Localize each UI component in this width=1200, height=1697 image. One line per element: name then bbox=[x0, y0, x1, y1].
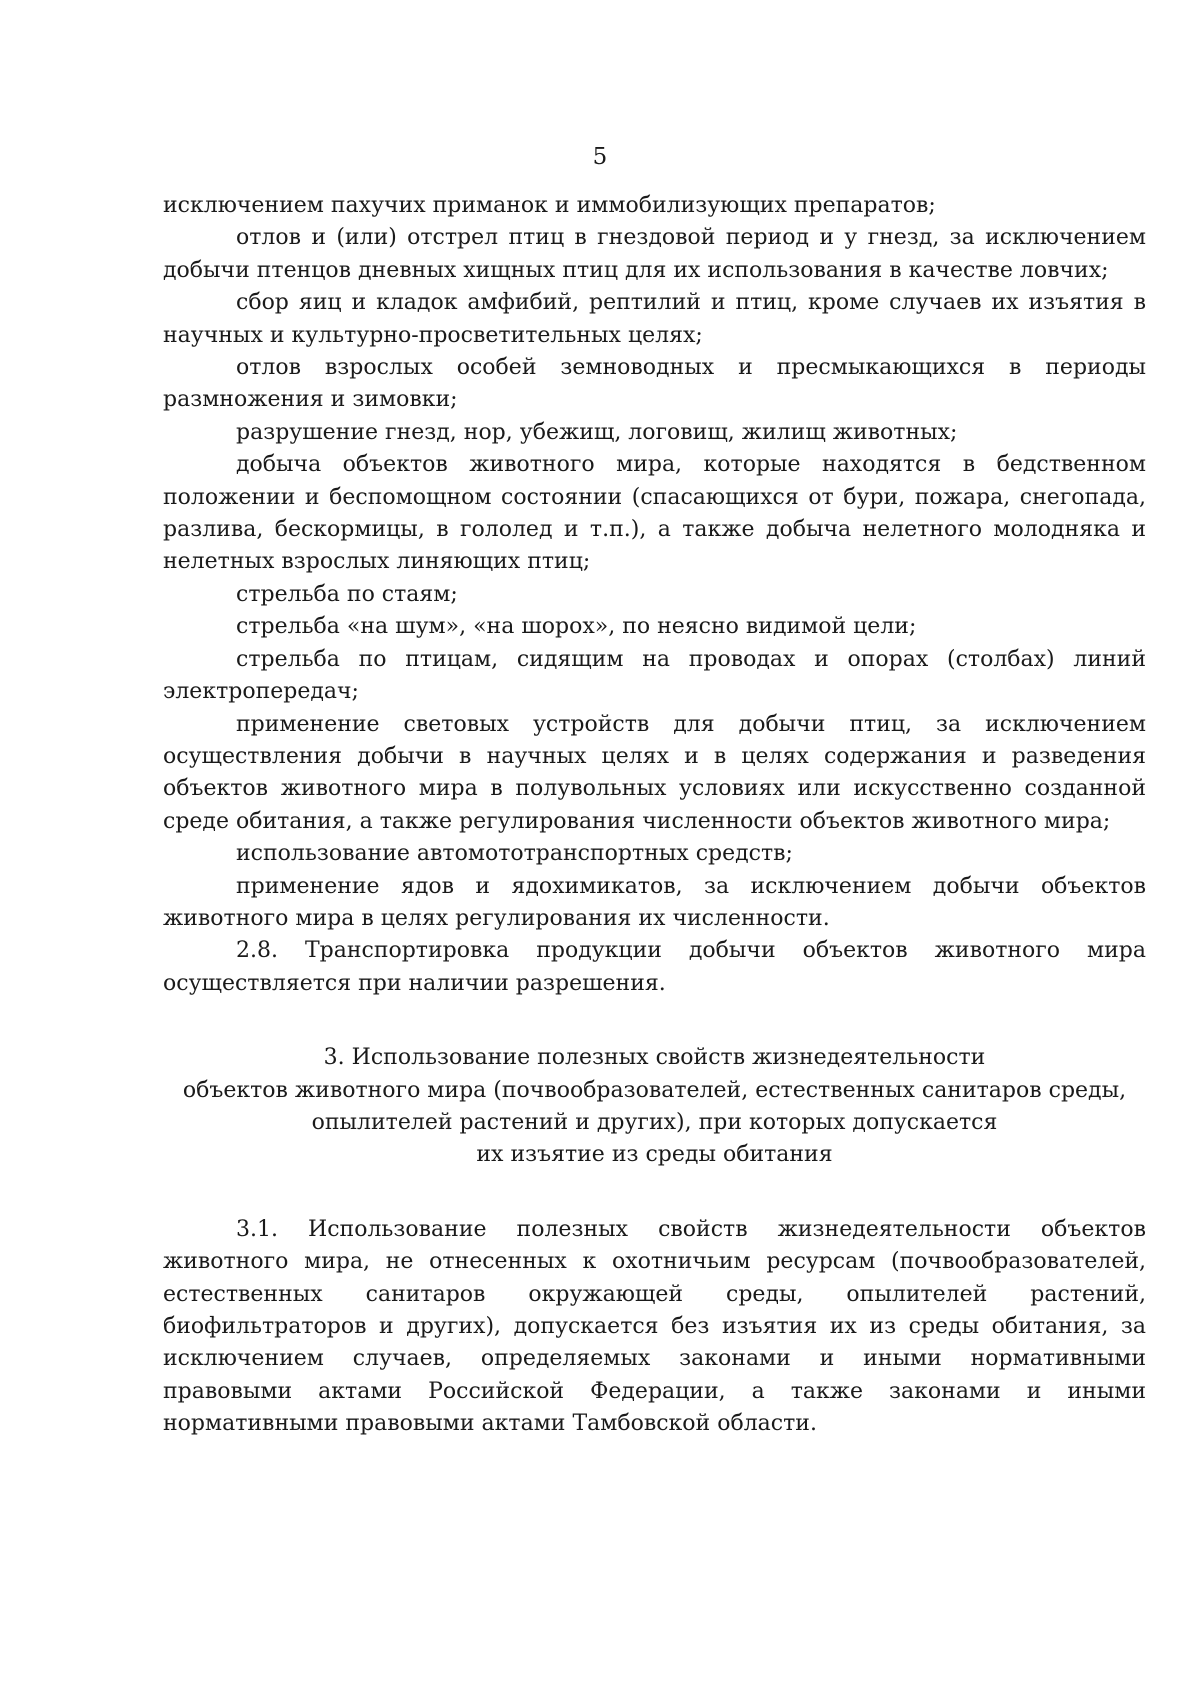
paragraph-2-8-transport: 2.8. Транспортировка продукции добычи объектов животного мира осуществляется при наличии разрешения. bbox=[163, 938, 1146, 996]
paragraph-3-1: 3.1. Использование полезных свойств жизнедеятельности объектов животного мира, не отнесенных к охотничьим ресурсам (почвообразователей, естественных санитаров окружающей среды, опылителей растений, биофильтраторов и других), допускается без изъятия их из среды обитания, за исключением случаев, определяемых законами и иными нормативными правовыми актами Российской Федерации, а также законами и иными нормативными правовыми актами Тамбовской области. bbox=[163, 1216, 1146, 1437]
paragraph-distressed-animals: добыча объектов животного мира, которые находятся в бедственном положении и беспомощном состоянии (спасающихся от бури, пожара, снегопада, разлива, бескормицы, в гололед и т.п.), а также добыча нелетного молодняка и нелетных взрослых линяющих птиц; bbox=[163, 452, 1146, 575]
paragraph-continuation: исключением пахучих приманок и иммобилизующих препаратов; bbox=[163, 193, 936, 218]
page-number: 5 bbox=[592, 144, 608, 170]
paragraph-poisons: применение ядов и ядохимикатов, за исключением добычи объектов животного мира в целях регулирования их численности. bbox=[163, 873, 1146, 931]
section-3-heading-line: объектов животного мира (почвообразователей, естественных санитаров среды, bbox=[182, 1077, 1127, 1103]
section-3-heading-line: опылителей растений и других), при которых допускается bbox=[311, 1109, 998, 1135]
paragraph-noise-shooting: стрельба «на шум», «на шорох», по неясно видимой цели; bbox=[236, 614, 917, 640]
paragraph-flock-shooting: стрельба по стаям; bbox=[236, 581, 458, 607]
paragraph-light-devices: применение световых устройств для добычи птиц, за исключением осуществления добычи в научных целях и в целях содержания и разведения объектов животного мира в полувольных условиях или искусственно созданной среде обитания, а также регулирования численности объектов животного мира; bbox=[163, 711, 1146, 834]
paragraph-nest-destruction: разрушение гнезд, нор, убежищ, логовищ, жилищ животных; bbox=[236, 419, 958, 445]
paragraph-eggs-collection: сбор яиц и кладок амфибий, рептилий и птиц, кроме случаев их изъятия в научных и культурно-просветительных целях; bbox=[163, 290, 1146, 348]
section-3-heading-line: их изъятие из среды обитания bbox=[476, 1142, 833, 1168]
document-body bbox=[163, 190, 1146, 1441]
paragraph-amphibians: отлов взрослых особей земноводных и пресмыкающихся в периоды размножения и зимовки; bbox=[163, 355, 1146, 413]
paragraph-birds-nesting: отлов и (или) отстрел птиц в гнездовой период и у гнезд, за исключением добычи птенцов дневных хищных птиц для их использования в качестве ловчих; bbox=[163, 225, 1146, 283]
section-3-heading-line: 3. Использование полезных свойств жизнедеятельности bbox=[323, 1045, 986, 1071]
section-3-heading bbox=[163, 1042, 1146, 1172]
paragraph-vehicles: использование автомототранспортных средств; bbox=[236, 841, 793, 867]
paragraph-power-lines: стрельба по птицам, сидящим на проводах и опорах (столбах) линий электропередач; bbox=[163, 646, 1146, 705]
